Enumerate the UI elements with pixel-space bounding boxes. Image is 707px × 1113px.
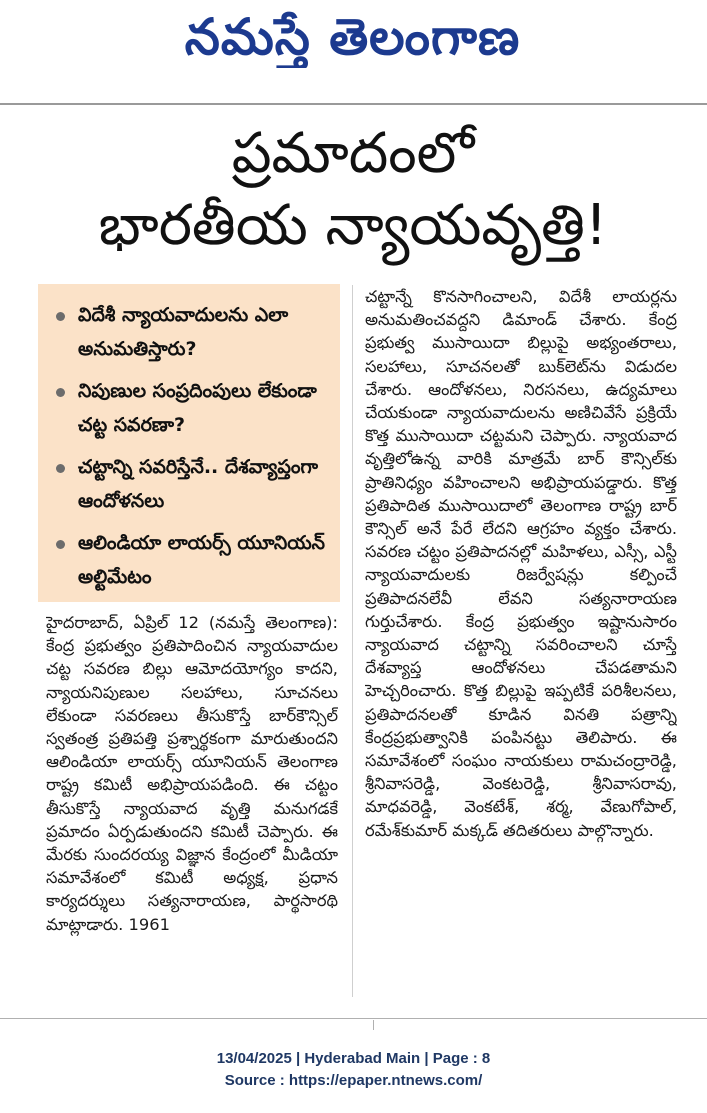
article-body-right-column: చట్టాన్నే కొనసాగించాలని, విదేశీ లాయర్లను అనుమతించవద్దని డిమాండ్ చేశారు. కేంద్ర ప్రభుత్వ ముసాయిదా బిల్లుపై అభ్యంతరాలు, సలహాలు, సూచనలతో బుక్‌లెట్‌ను విడుదల చేశారు. ఆందోళనలు, నిరసనలు, ఉద్యమాలు చేయకుండా న్యాయవాదులను అణిచివేసే ప్రక్రియే కొత్త ముసాయిదా చట్టమని చెప్పారు. న్యాయవాద వృత్తిలోఉన్న వారికి మాత్రమే బార్ కౌన్సిల్‌కు ప్రాతినిధ్యం వహించాలని అభిప్రాయపడ్డారు. కొత్త ప్రతిపాదిత ముసాయిదాలో తెలంగాణ రాష్ట్ర బార్ కౌన్సిల్ అనే పేరే లేదని ఆగ్రహం వ్యక్తం చేశారు. సవరణ చట్టం ప్రతిపాదనల్లో మహిళలు, ఎస్సీ, ఎస్టీ న్యాయవాదులకు రిజర్వేషన్లు కల్పించే ప్రతిపాదనలేవీ లేవని సత్యనారాయణ గుర్తుచేశారు. కేంద్ర ప్రభుత్వం ఇష్టానుసారం న్యాయవాద చట్టాన్ని సవరించాలని చూస్తే దేశవ్యాప్త ఆందోళనలు చేపడతామని హెచ్చరించారు. కొత్త బిల్లుపై ఇప్పటికే పరిశీలనలు, ప్రతిపాదనలతో కూడిన వినతి పత్రాన్ని కేంద్రప్రభుత్వానికి పంపినట్టు తెలిపారు. ఈ సమావేశంలో సంఘం నాయకులు రామచంద్రారెడ్డి, శ్రీనివాసరెడ్డి, వెంకటరెడ్డి, శ్రీనివాసరావు, మాధవరెడ్డి, వెంకటేశ్, శర్మ, వేణుగోపాల్, రమేశ్‌కుమార్ మక్కడ్ తదితరులు పాల్గొన్నారు. [365,287,677,840]
highlight-text: ఆలిండియా లాయర్స్ యూనియన్ అల్టిమేటం [78,532,325,588]
highlight-text: చట్టాన్ని సవరిస్తేనే.. దేశవ్యాప్తంగా ఆందోళనలు [78,456,319,512]
highlights-box [38,284,340,602]
highlight-item [56,298,336,368]
highlight-item [56,526,336,596]
headline-line-1: ప్రమాదంలో [231,121,475,186]
highlight-text: నిపుణుల సంప్రదింపులు లేకుండా చట్ట సవరణా? [78,380,317,436]
masthead-divider [0,103,707,105]
newspaper-logo: నమస్తే తెలంగాణ [184,7,521,66]
highlight-item [56,374,336,444]
highlight-item [56,450,336,520]
article-body-left-column: హైదరాబాద్, ఏప్రిల్ 12 (నమస్తే తెలంగాణ): కేంద్ర ప్రభుత్వం ప్రతిపాదించిన న్యాయవాదుల చట్ట సవరణ బిల్లు ఆమోదయోగ్యం కాదని, న్యాయనిపుణుల సలహాలు, సూచనలు లేకుండా సవరణలు తీసుకొస్తే బార్‌కౌన్సిల్ స్వతంత్ర ప్రతిపత్తి ప్రశ్నార్థకంగా మారుతుందని ఆలిండియా లాయర్స్ యూనియన్ తెలంగాణ రాష్ట్ర కమిటీ అభిప్రాయపడింది. ఈ చట్టం తీసుకొస్తే న్యాయవాద వృత్తి మనుగడకే ప్రమాదం ఏర్పడుతుందని కమిటీ చెప్పారు. ఈ మేరకు సుందరయ్య విజ్ఞాన కేంద్రంలో మీడియా సమావేశంలో కమిటీ అధ్యక్ష, ప్రధాన కార్యదర్శులు సత్యనారాయణ, పార్థసారథి మాట్లాడారు. 1961 [46,613,338,934]
bullet-icon [56,540,65,549]
bullet-icon [56,388,65,397]
footer [0,1048,707,1092]
masthead [0,0,707,100]
footer-divider [0,1018,707,1019]
bullet-icon [56,312,65,321]
headline-line-2: భారతీయ న్యాయవృత్తి! [98,193,608,258]
highlight-text: విదేశీ న్యాయవాదులను ఎలా అనుమతిస్తారు? [78,304,289,360]
footer-source: Source : https://epaper.ntnews.com/ [224,1072,483,1089]
footer-date-edition: 13/04/2025 | Hyderabad Main | Page : 8 [216,1050,491,1067]
footer-divider-tick [373,1020,374,1030]
article-headline [28,118,678,262]
bullet-icon [56,464,65,473]
column-divider [352,285,353,997]
